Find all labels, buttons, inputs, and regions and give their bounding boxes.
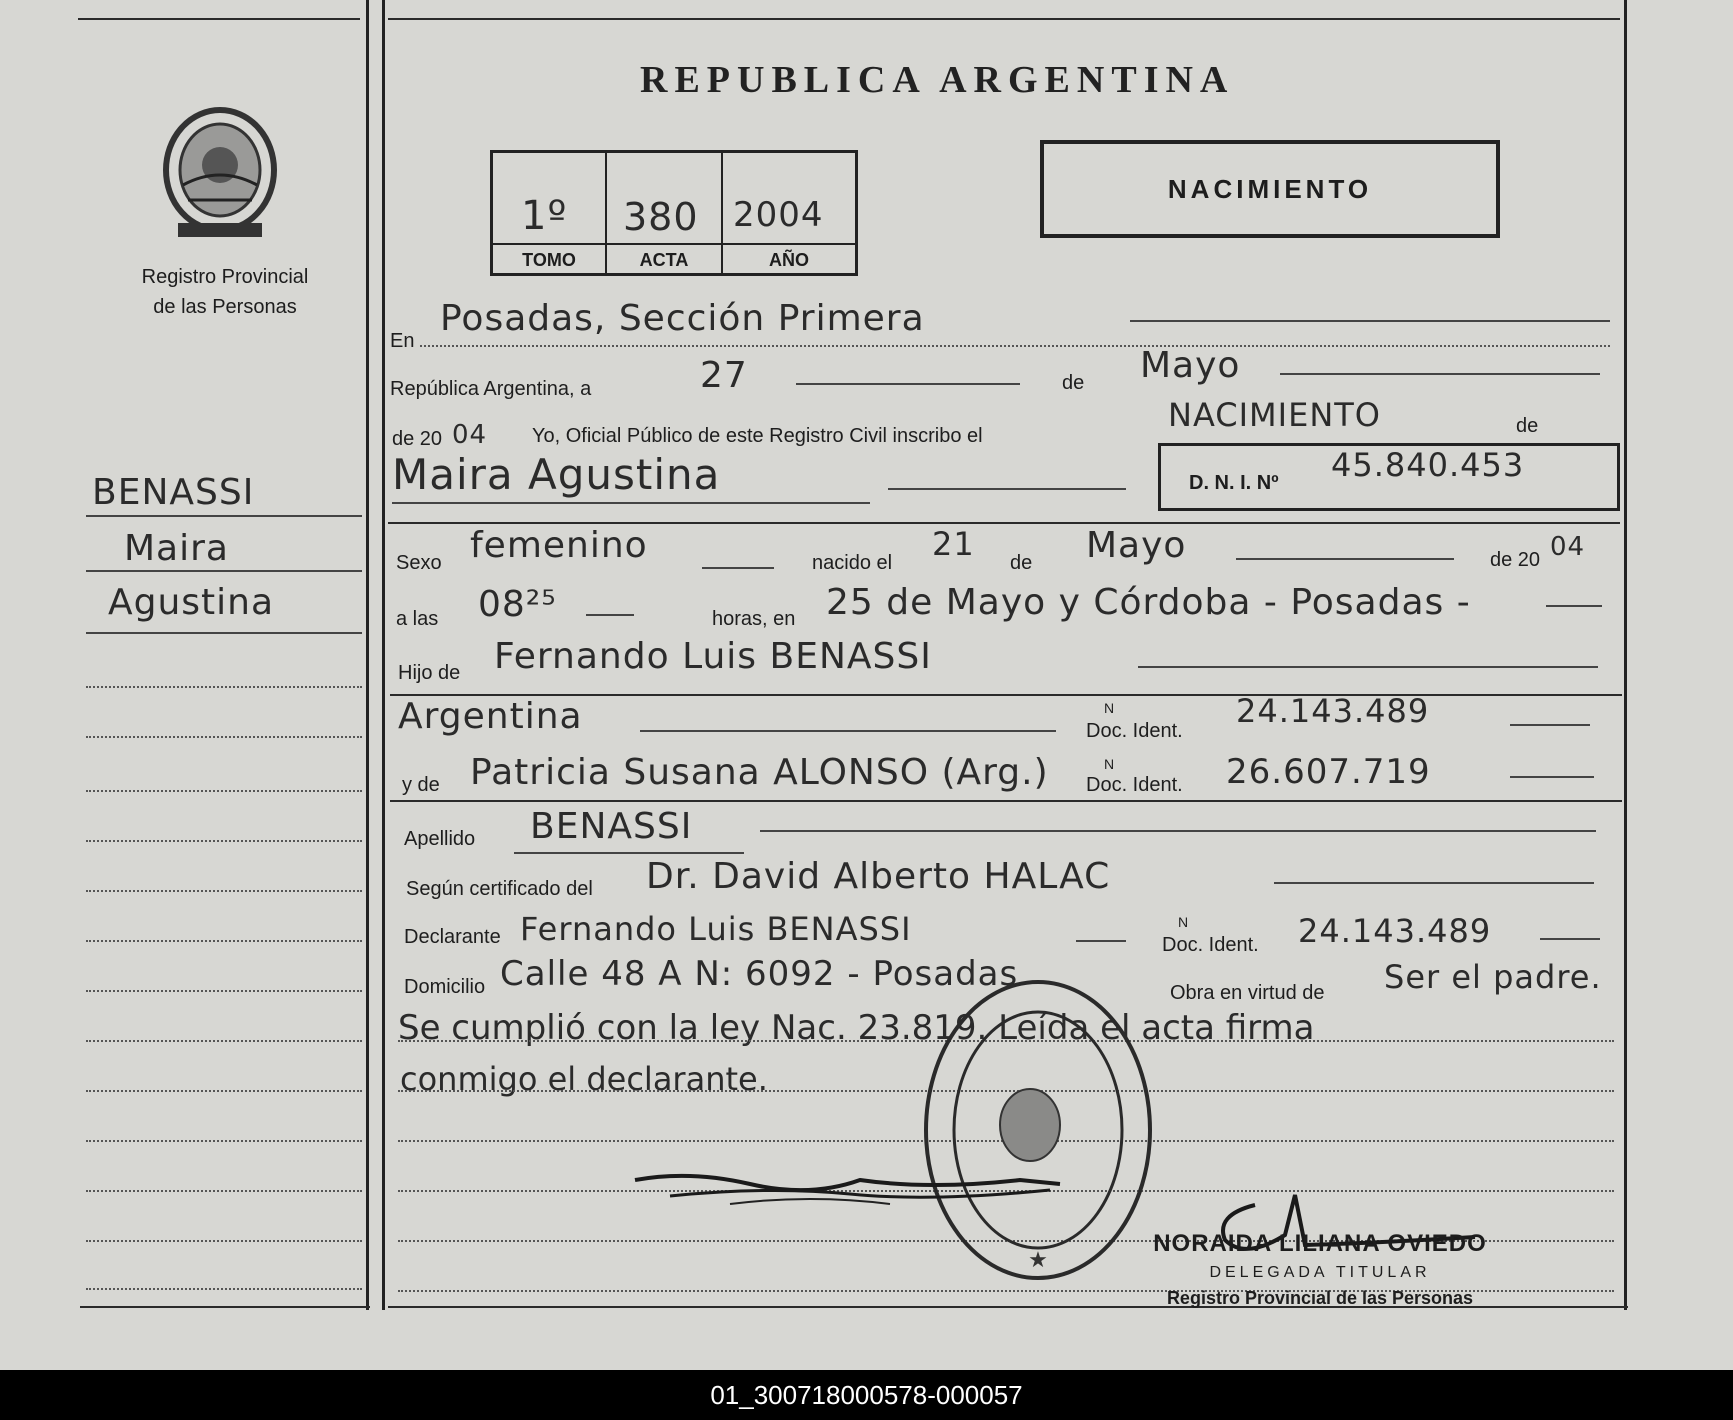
dni-value: 45.840.453 <box>1331 446 1525 484</box>
a-las-label: a las <box>396 608 439 630</box>
sidebar-second-name: Agustina <box>108 582 275 623</box>
obra-value: Ser el padre. <box>1384 958 1602 996</box>
horas-label: horas, en <box>712 608 796 630</box>
bottom-rule-left <box>80 1306 370 1308</box>
father-rule <box>1138 666 1598 668</box>
apellido-rule <box>760 830 1596 832</box>
sidebar-rule-1 <box>86 515 362 517</box>
mother-doc-label: Doc. Ident. <box>1086 774 1183 796</box>
sidebar-dotline <box>86 890 362 892</box>
apellido-label: Apellido <box>404 828 476 850</box>
en-value: Posadas, Sección Primera <box>440 298 925 339</box>
hijo-label: Hijo de <box>398 662 461 684</box>
father-doc-value: 24.143.489 <box>1236 692 1430 730</box>
mother-value: Patricia Susana ALONSO (Arg.) <box>470 752 1049 793</box>
place-rule <box>1546 605 1602 607</box>
sidebar-dotline <box>86 1140 362 1142</box>
declarante-doc-rule <box>1540 938 1600 940</box>
sidebar-dotline <box>86 1090 362 1092</box>
en-label: En <box>390 330 415 352</box>
left-column-border <box>366 0 369 1310</box>
right-column-border <box>382 0 385 1310</box>
dni-box <box>1158 443 1620 511</box>
declarant-signature <box>630 1150 1070 1240</box>
sidebar-dotline <box>86 1240 362 1242</box>
right-page-border <box>1624 0 1627 1310</box>
birth-day-value: 21 <box>932 525 975 563</box>
father-doc-superscript: N <box>1104 700 1115 716</box>
officer-org: Registro Provincial de las Personas <box>1166 1288 1474 1308</box>
year-value: 04 <box>452 420 488 450</box>
notes-line-1: Se cumplió con la ley Nac. 23.819. Leída el acta firma <box>398 1008 1315 1048</box>
birth-month-value: Mayo <box>1086 525 1187 566</box>
certificado-value: Dr. David Alberto HALAC <box>646 856 1111 897</box>
sidebar-dotline <box>86 1288 362 1290</box>
sidebar-first-name: Maira <box>124 528 229 569</box>
province-seal-emblem <box>158 105 282 240</box>
sexo-value: femenino <box>470 525 648 566</box>
sidebar-dotline <box>86 990 362 992</box>
time-value: 08²⁵ <box>478 584 557 625</box>
officer-block <box>1140 1230 1500 1309</box>
apellido-underline <box>514 852 744 854</box>
domicilio-value: Calle 48 A N: 6092 - Posadas <box>500 954 1019 994</box>
declarante-doc-label: Doc. Ident. <box>1162 934 1259 956</box>
domicilio-label: Domicilio <box>404 976 486 998</box>
birth-year-prefix: de 20 <box>1490 549 1541 571</box>
declarante-label: Declarante <box>404 926 501 948</box>
anio-value: 2004 <box>733 195 824 235</box>
dni-label: D. N. I. Nº <box>1189 472 1279 494</box>
sexo-rule <box>702 567 774 569</box>
full-name-underline <box>392 502 870 504</box>
file-id-bar: 01_300718000578-000057 <box>0 1370 1733 1420</box>
mother-doc-superscript: N <box>1104 756 1115 772</box>
month-value: Mayo <box>1140 345 1241 386</box>
certificado-label: Según certificado del <box>406 878 593 900</box>
birth-de-label: de <box>1010 552 1033 574</box>
day-rule <box>796 383 1020 385</box>
sidebar-org-line1: Registro Provincial <box>141 266 309 288</box>
declarante-doc-superscript: N <box>1178 914 1189 930</box>
father-doc-rule <box>1510 724 1590 726</box>
full-name-rule <box>888 488 1126 490</box>
notes-line-2: conmigo el declarante. <box>400 1060 768 1098</box>
acta-value: 380 <box>623 195 699 239</box>
sidebar-dotline <box>86 940 362 942</box>
declarante-value: Fernando Luis BENASSI <box>520 910 912 948</box>
declarante-doc-value: 24.143.489 <box>1298 912 1492 950</box>
officer-role: DELEGADA TITULAR <box>1209 1264 1431 1281</box>
time-rule <box>586 614 634 616</box>
birth-month-rule <box>1236 558 1454 560</box>
tomo-label: TOMO <box>493 243 605 275</box>
sexo-label: Sexo <box>396 552 442 574</box>
declarante-rule <box>1076 940 1126 942</box>
acta-label: ACTA <box>607 243 721 275</box>
oficial-text: Yo, Oficial Público de este Registro Civil inscribo el <box>532 425 983 447</box>
svg-text:★: ★ <box>1028 1248 1048 1273</box>
place-value: 25 de Mayo y Córdoba - Posadas - <box>826 582 1471 623</box>
apellido-value: BENASSI <box>530 806 693 847</box>
year-prefix: de 20 <box>392 428 443 450</box>
section-divider-1 <box>388 522 1620 524</box>
nationality-rule <box>640 730 1056 732</box>
tomo-value: 1º <box>521 193 568 239</box>
top-rule-right <box>388 18 1620 20</box>
anio-label: AÑO <box>723 243 855 275</box>
mother-doc-rule <box>1510 776 1594 778</box>
sidebar-surname: BENASSI <box>92 472 255 513</box>
sidebar-dotline <box>86 1190 362 1192</box>
sidebar-dotline <box>86 840 362 842</box>
birth-year-value: 04 <box>1550 532 1586 562</box>
page-title: REPUBLICA ARGENTINA <box>640 59 1235 101</box>
sidebar-dotline <box>86 790 362 792</box>
sidebar-rule-3 <box>86 632 362 634</box>
en-dotline <box>420 345 1610 347</box>
month-rule <box>1280 373 1600 375</box>
obra-label: Obra en virtud de <box>1170 982 1325 1004</box>
day-value: 27 <box>700 355 748 396</box>
nacido-label: nacido el <box>812 552 893 574</box>
de-label-2: de <box>1516 415 1539 437</box>
father-doc-label: Doc. Ident. <box>1086 720 1183 742</box>
sidebar-dotline <box>86 686 362 688</box>
sidebar-dotline <box>86 1040 362 1042</box>
sidebar-org-line2: de las Personas <box>153 296 297 318</box>
y-de-label: y de <box>402 774 440 796</box>
inscribo-value: NACIMIENTO <box>1168 396 1381 434</box>
section-divider-3 <box>390 800 1622 802</box>
tomo-acta-anio-box <box>490 150 858 276</box>
father-value: Fernando Luis BENASSI <box>494 636 932 677</box>
record-type-box: NACIMIENTO <box>1040 140 1500 238</box>
en-rule <box>1130 320 1610 322</box>
republica-label: República Argentina, a <box>390 378 592 400</box>
certificado-rule <box>1274 882 1594 884</box>
father-nationality-value: Argentina <box>398 696 583 737</box>
top-rule-left <box>78 18 360 20</box>
de-label: de <box>1062 372 1085 394</box>
officer-name: NORAIDA LILIANA OVIEDO <box>1153 1230 1487 1257</box>
sidebar-rule-2 <box>86 570 362 572</box>
sidebar-organization <box>110 262 340 322</box>
mother-doc-value: 26.607.719 <box>1226 752 1431 792</box>
sidebar-dotline <box>86 736 362 738</box>
full-name-value: Maira Agustina <box>392 450 721 499</box>
